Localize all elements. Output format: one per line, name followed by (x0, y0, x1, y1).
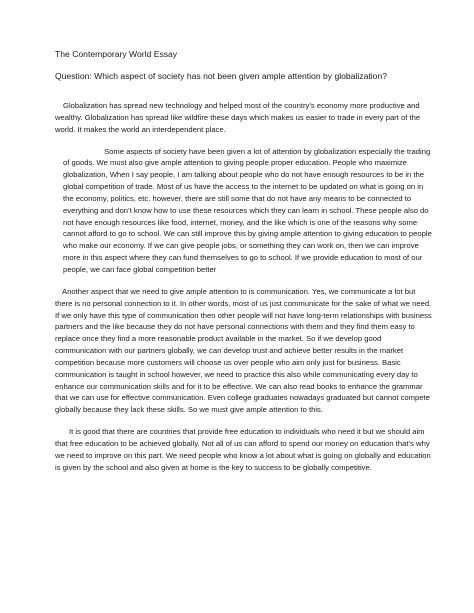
paragraph-conclusion: It is good that there are countries that provide free education to individuals who need it but we should aim that free education to be achieved globally. Not all of us can afford to spend our money on education that’s why we need to improve on this part. We need people who know a lot about what is going on globally and education is given by the school and also given at home is the key to success to be globally competitive. (55, 427, 431, 472)
paragraph-communication: Another aspect that we need to give ample attention to is communication. Yes, we communicate a lot but there is no personal connection to it. In other words, most of us just communicate for the sake of what we need. If we only have this type of communication then other people will not have long-term relationships with business partners and the like because they do not have personal connections with them and they find them easy to replace once they find a more reasonable product available in the market. So if we develop good communication with our partners globally, we can develop trust and achieve better results in the market competition because more customers will choose us over people who aim only just for business. Basic communication is taught in school however, we need to practice this also while communicating every day to enhance our communication skills and for it to be effective. We can also read books to enhance the grammar that we can use for effective communication. Even college graduates nowadays graduated but cannot compete globally because they lack these skills. So we must give ample attention to this. (55, 286, 432, 415)
document-title: The Contemporary World Essay (55, 49, 178, 59)
paragraph-education: Some aspects of society have been given a lot of attention by globalization especially the trading of goods. We must also give ample attention to giving people proper education. People who maximize globalization, When I say people, I am talking about people who do not have enough resources to be in the global competition of trade. Most of us have the access to the internet to be updated on what is going on in the economy, politics, etc. however, there are still some that do not have any means to be connected to everything and don’t know how to use these resources which they can learn in school. These people also do not have enough resources like food, internet, money, and the like which is one of the reasons why some cannot afford to go to school. We can still improve this by giving ample attention to giving education to people who make our economy. If we can give people jobs, or something they can work on, then we can improve more in this aspect where they can fund themselves to go to school. If we provide education to most of our people, we can face global competition better (63, 146, 432, 274)
paragraph-intro: Globalization has spread new technology and helped most of the country’s economy more productive and wealthy. Globalization has spread like wildfire these days which makes us easier to trade in every part of the world. It makes the world an interdependent place. (55, 101, 421, 134)
essay-question: Question: Which aspect of society has not been given ample attention by globalization? (55, 71, 388, 81)
